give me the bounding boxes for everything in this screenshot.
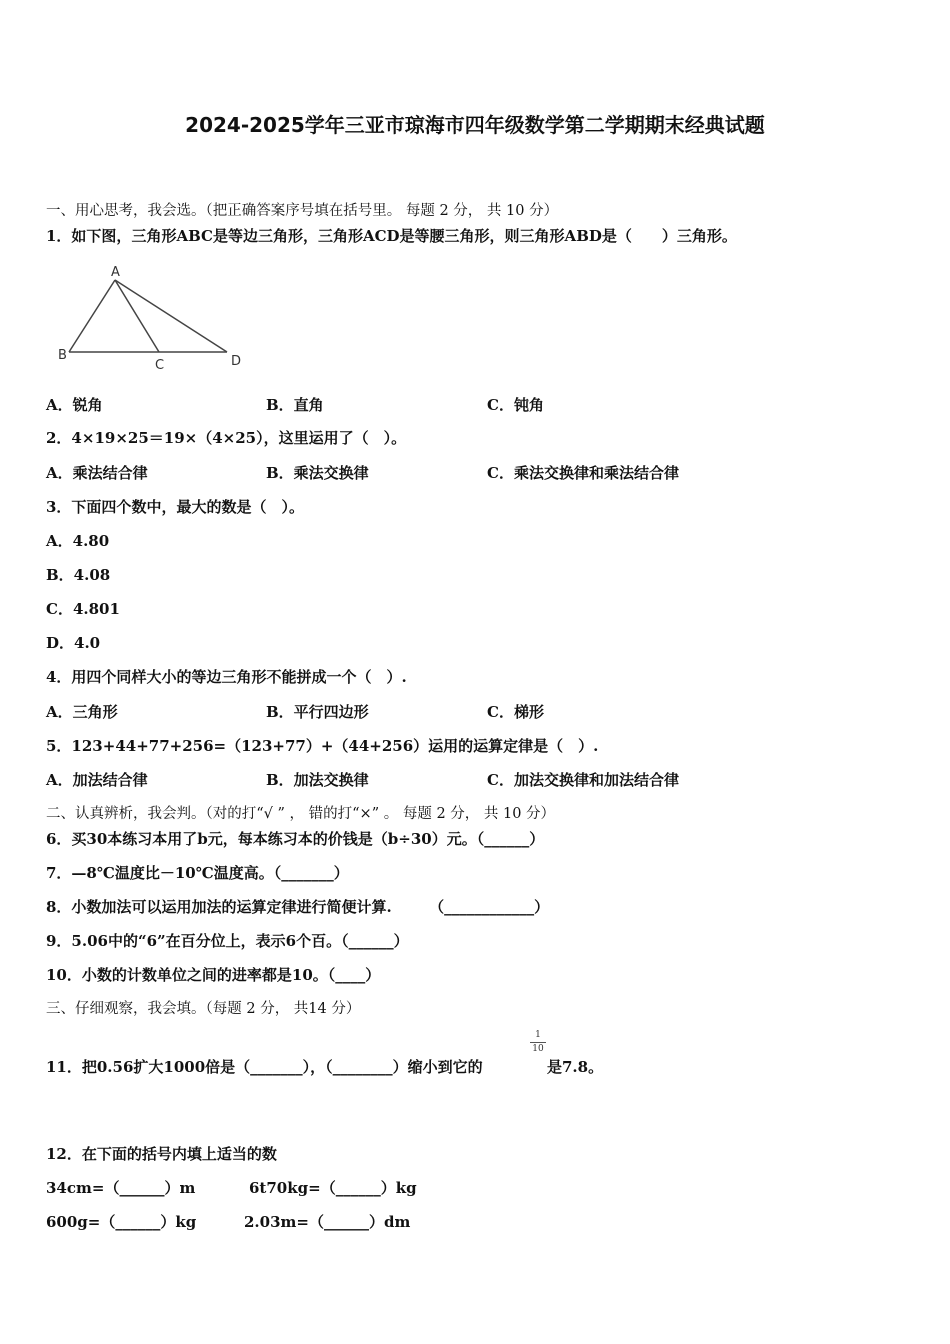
section-3-heading: 三、仔细观察，我会填。（每题 2 分， 共14 分） <box>46 1001 361 1017</box>
label-c: C <box>155 358 165 373</box>
label-b: B <box>58 348 67 363</box>
q5-option-c: C．加法交换律和加法结合律 <box>487 771 679 789</box>
edge-ab <box>69 280 115 352</box>
question-9: 9．5.06中的“6”在百分位上，表示6个百。（______） <box>46 932 409 950</box>
question-10: 10．小数的计数单位之间的进率都是10。（____） <box>46 966 381 984</box>
fraction-one-tenth <box>530 1030 546 1055</box>
q12-item-4: 2.03m=（______）dm <box>244 1213 411 1231</box>
question-12-stem: 12．在下面的括号内填上适当的数 <box>46 1145 277 1163</box>
question-1-stem: 1．如下图，三角形ABC是等边三角形，三角形ACD是等腰三角形，则三角形ABD是（ ）三角形。 <box>46 227 737 245</box>
q5-option-a: A．加法结合律 <box>46 771 148 789</box>
label-a: A <box>111 265 120 280</box>
q2-option-c: C．乘法交换律和乘法结合律 <box>487 464 679 482</box>
q1-option-c: C．钝角 <box>487 396 544 414</box>
q2-option-b: B．乘法交换律 <box>266 464 369 482</box>
question-5-stem: 5．123+44+77+256=（123+77）+（44+256）运用的运算定律是（ ）. <box>46 737 599 755</box>
q5-option-b: B．加法交换律 <box>266 771 369 789</box>
q2-option-a: A．乘法结合律 <box>46 464 148 482</box>
question-11-before: 11．把0.56扩大1000倍是（_______），（________）缩小到它的 <box>46 1058 483 1076</box>
label-d: D <box>231 354 242 369</box>
section-2-heading: 二、认真辨析，我会判。（对的打“√ ” ， 错的打“×” 。 每题 2 分， 共 10 分） <box>46 806 556 822</box>
q3-option-b: B．4.08 <box>46 566 111 584</box>
q12-item-1: 34cm=（______）m <box>46 1179 196 1197</box>
q12-item-3: 600g=（______）kg <box>46 1213 197 1231</box>
question-7: 7．—8℃温度比－10℃温度高。（_______） <box>46 864 349 882</box>
q4-option-c: C．梯形 <box>487 703 544 721</box>
question-8: 8．小数加法可以运用加法的运算定律进行简便计算. （____________） <box>46 898 550 916</box>
question-11-after: 是7.8。 <box>547 1058 604 1076</box>
triangle-diagram <box>55 262 255 377</box>
fraction-denominator: 10 <box>532 1044 544 1054</box>
q3-option-d: D．4.0 <box>46 634 101 652</box>
q1-option-a: A．锐角 <box>46 396 103 414</box>
page-title: 2024-2025学年三亚市琼海市四年级数学第二学期期末经典试题 <box>185 113 765 137</box>
question-2-stem: 2．4×19×25＝19×（4×25），这里运用了（ ）。 <box>46 429 407 447</box>
fraction-numerator: 1 <box>535 1030 541 1040</box>
q12-item-2: 6t70kg=（______）kg <box>249 1179 417 1197</box>
question-4-stem: 4．用四个同样大小的等边三角形不能拼成一个（ ）. <box>46 668 407 686</box>
q3-option-a: A．4.80 <box>46 532 110 550</box>
edge-ad <box>115 280 227 352</box>
q4-option-a: A．三角形 <box>46 703 118 721</box>
q3-option-c: C．4.801 <box>46 600 120 618</box>
q1-option-b: B．直角 <box>266 396 324 414</box>
section-1-heading: 一、用心思考，我会选。（把正确答案序号填在括号里。 每题 2 分， 共 10 分） <box>46 203 559 219</box>
question-3-stem: 3．下面四个数中，最大的数是（ ）。 <box>46 498 304 516</box>
question-6: 6．买30本练习本用了b元，每本练习本的价钱是（b÷30）元。（______） <box>46 830 545 848</box>
q4-option-b: B．平行四边形 <box>266 703 369 721</box>
edge-ac <box>115 280 159 352</box>
